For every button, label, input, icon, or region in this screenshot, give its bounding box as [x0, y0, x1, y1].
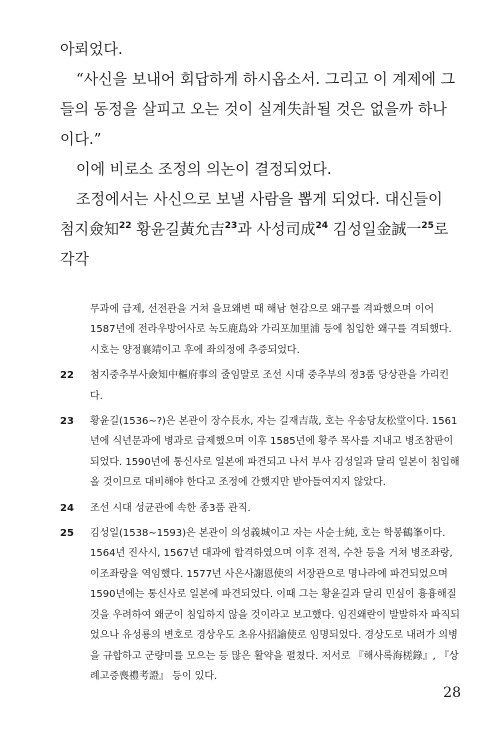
footnote-text: 김성일(1538∼1593)은 본관이 의성義城이고 자는 사순士純, 호는 학봉鶴峯이다. 1564년 진사시, 1567년 대과에 합격하였으며 이후 전적, 수찬 등을 거쳐 병조좌랑, 이조좌랑을 역임했다. 1577년 사은사謝恩使의 서장관으로 명나라에 파견되었으며 1590년에는 통신사로 일본에 파견되었다. 이때 그는 황윤길과 달리 민심이 흉흉해질 것을 우려하여 왜군이 침입하지 않을 것이라고 보고했다. 임진왜란이 발발하자 파직되었으나 유성룡의 변호로 경상우도 초유사招諭使로 임명되었다. 경상도로 내려가 의병을 규합하고 군량미를 모으는 등 많은 활약을 펼쳤다. 저서로 『해사록海槎錄』, 『상례고증喪禮考證』 등이 있다. [90, 528, 460, 682]
footnote-continued [60, 300, 460, 361]
footnote-text: 황윤길(1536∼?)은 본관이 장수長水, 자는 길재吉哉, 호는 우송당友松堂이다. 1561년에 식년문과에 병과로 급제했으며 이후 1585년에 황주 목사를 지내고 병조참판이 되었다. 1590년에 통신사로 일본에 파견되고 나서 부사 김성일과 달리 일본이 침입해 올 것이므로 대비해야 한다고 조정에 간했지만 받아들여지지 않았다. [90, 416, 460, 489]
body-text [60, 34, 460, 274]
text-span: 조정에서는 사신으로 보낼 사람을 뽑게 되었다. 대신들이 첨지僉知 [60, 190, 443, 238]
footnote-ref-25[interactable]: 25 [421, 221, 434, 231]
paragraph: 아뢰었다. [60, 40, 123, 58]
footnote-number: 25 [60, 528, 74, 540]
footnotes [60, 300, 460, 687]
footnote-23 [60, 412, 460, 494]
text-span: 김성일金誠一 [328, 220, 422, 238]
footnote-24 [60, 499, 460, 519]
text-span: 로 각각 [60, 220, 449, 268]
footnote-number: 23 [60, 416, 74, 428]
footnote-text: 조선 시대 성균관에 속한 종3품 관직. [90, 502, 251, 514]
footnote-text: 첨지중추부사僉知中樞府事의 줄임말로 조선 시대 중추부의 정3품 당상관을 가리킨다. [90, 370, 450, 402]
footnote-25 [60, 524, 460, 687]
footnote-22 [60, 366, 460, 407]
text-span: 과 사성司成 [237, 220, 316, 238]
footnote-text: 무과에 급제, 선전관을 거쳐 을묘왜변 때 해남 현감으로 왜구를 격파했으며 이어 1587년에 전라우방어사로 녹도鹿島와 가리포加里浦 등에 침입한 왜구를 격퇴했다. 시호는 양정襄靖이고 후에 좌의정에 추증되었다. [90, 304, 452, 356]
footnote-ref-24[interactable]: 24 [315, 221, 329, 231]
paragraph: 이에 비로소 조정의 의논이 결정되었다. [76, 160, 332, 178]
text-span: 황윤길黃允吉 [131, 220, 225, 238]
footnote-number: 24 [60, 502, 74, 514]
footnote-number: 22 [60, 370, 74, 382]
paragraph [60, 184, 460, 274]
footnote-ref-23[interactable]: 23 [224, 221, 238, 231]
paragraph: “사신을 보내어 회답하게 하시옵소서. 그리고 이 계제에 그들의 동정을 살피고 오는 것이 실계失計될 것은 없을까 하나이다.” [60, 70, 456, 148]
footnote-ref-22[interactable]: 22 [118, 221, 132, 231]
page-number: 28 [443, 685, 461, 701]
